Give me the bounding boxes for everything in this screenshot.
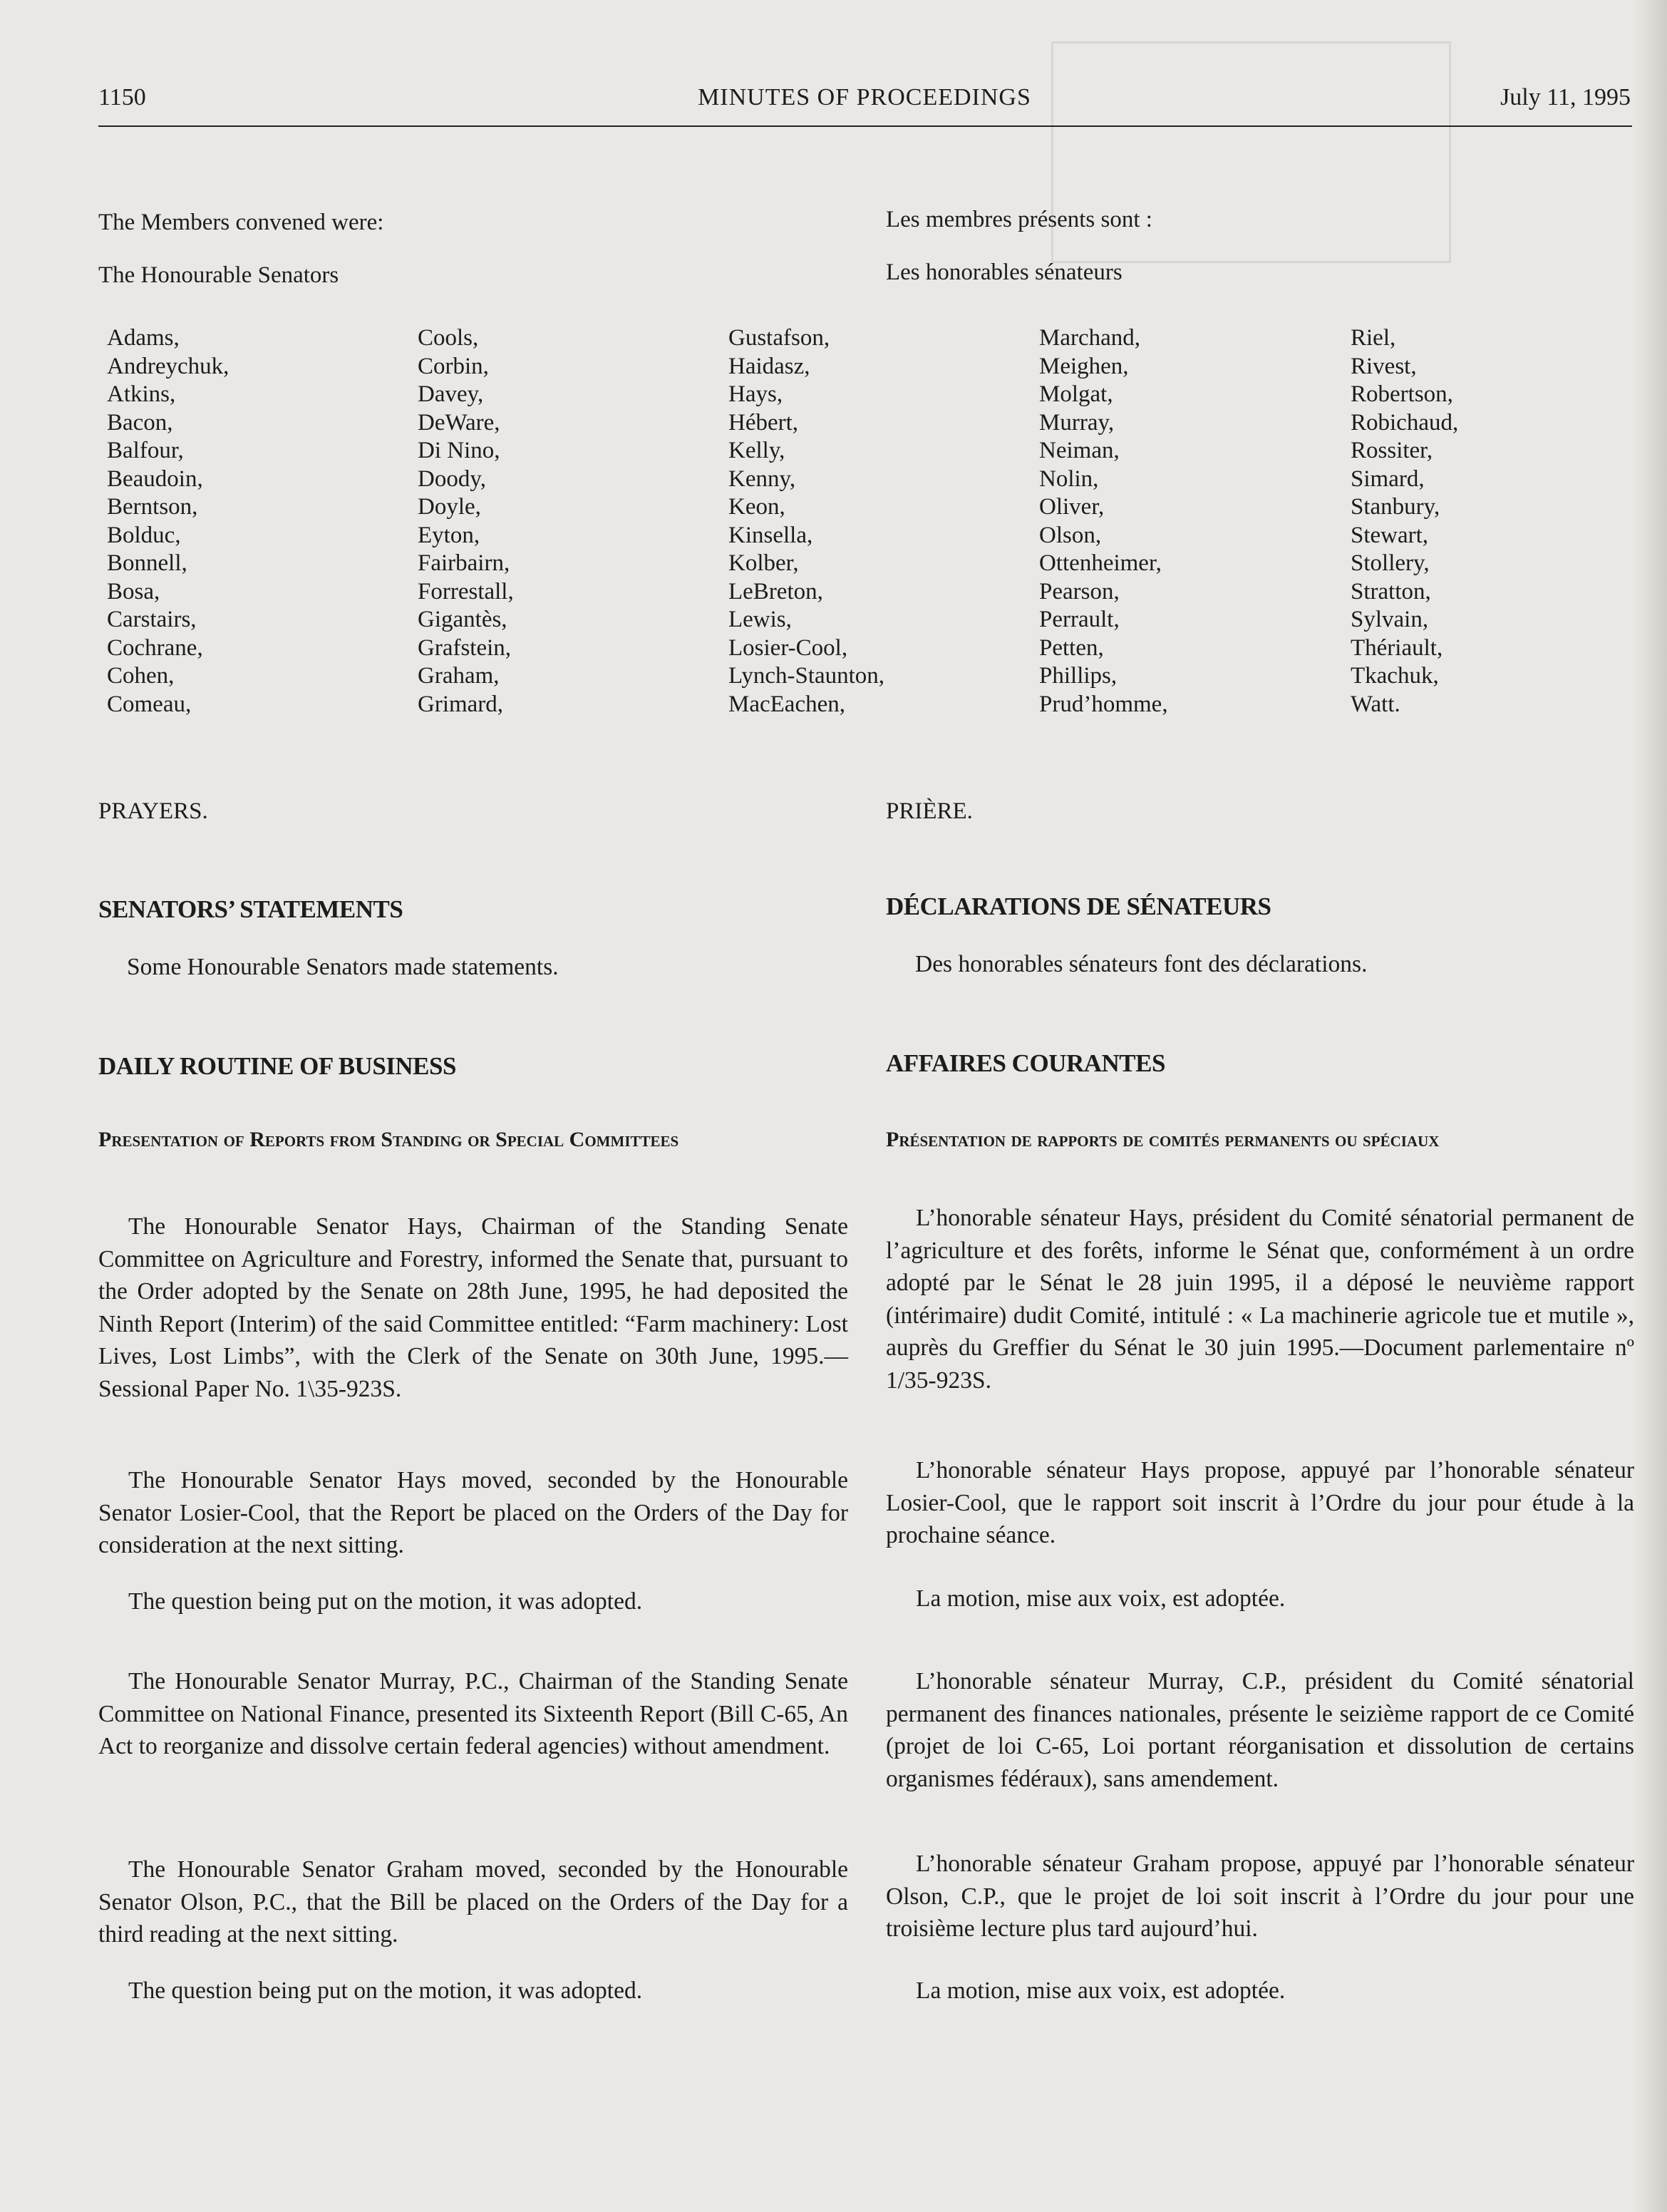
report-paragraph-en: The Honourable Senator Hays, Chairman of the Standing Senate Committee on Agriculture and Forestry, informed the Senate that, pursuant to the Order adopted by the Senate on 28th June, 1995, he had deposited the Ninth Report (Interim) of the said Committee entitled: “Farm machinery: Lost Lives, Lost Limbs”, with the Clerk of the Senate on 30th June, 1995.—Sessional Paper No. 1\35-923S. xyxy=(98,1213,848,1402)
senator-list-column-5 xyxy=(1351,324,1458,719)
senator-name: Lewis, xyxy=(728,607,792,632)
senator-name: Rivest, xyxy=(1351,353,1417,379)
senators-label-en: The Honourable Senators xyxy=(98,262,339,288)
senator-name: Prud’homme, xyxy=(1039,691,1168,717)
senator-name: Cohen, xyxy=(107,663,175,689)
senator-name: Cochrane, xyxy=(107,634,203,661)
senator-name: Perrault, xyxy=(1039,607,1120,632)
header-title: MINUTES OF PROCEEDINGS xyxy=(698,84,1031,110)
senator-name: Cools, xyxy=(418,325,479,351)
adopted-paragraph-en: The question being put on the motion, it was adopted. xyxy=(128,1588,643,1615)
statements-heading-en: SENATORS’ STATEMENTS xyxy=(98,895,403,923)
senator-name: Grafstein, xyxy=(418,634,512,661)
senator-name: Thériault, xyxy=(1351,634,1443,661)
senator-name: Grimard, xyxy=(418,691,504,717)
senator-name: Oliver, xyxy=(1039,494,1105,520)
senator-name: Molgat, xyxy=(1039,381,1113,407)
senator-name: Doyle, xyxy=(418,494,481,520)
senator-name: Olson, xyxy=(1039,522,1102,548)
routine-heading-fr: AFFAIRES COURANTES xyxy=(886,1049,1165,1077)
senator-name: Simard, xyxy=(1351,465,1425,492)
senator-name: Beaudoin, xyxy=(107,465,203,492)
motion-paragraph-en: The Honourable Senator Hays moved, seconded by the Honourable Senator Losier-Cool, that the Report be placed on the Orders of the Day for consideration at the next sitting. xyxy=(98,1467,848,1558)
statements-text-fr: Des honorables sénateurs font des déclarations. xyxy=(915,951,1368,977)
senator-name: Kinsella, xyxy=(728,522,813,548)
adopted-paragraph-2-en: The question being put on the motion, it was adopted. xyxy=(128,1977,643,2004)
senator-name: Nolin, xyxy=(1039,465,1099,492)
senator-name: Phillips, xyxy=(1039,663,1118,689)
senator-name: Tkachuk, xyxy=(1351,663,1439,689)
senator-name: Fairbairn, xyxy=(418,550,510,576)
report-paragraph-fr: L’honorable sénateur Hays, président du Comité sénatorial permanent de l’agriculture et des forêts, informe le Sénat que, conformément à un ordre adopté par le Sénat le 28 juin 1995, il a déposé le neuvième rapport (intérimaire) dudit Comité, intitulé : « La machinerie agricole tue et mutile », auprès du Greffier du Sénat le 30 juin 1995.—Document parlementaire nº 1/35-923S. xyxy=(886,1205,1634,1394)
senator-name: Hébert, xyxy=(728,409,799,436)
third-reading-motion-en: The Honourable Senator Graham moved, seconded by the Honourable Senator Olson, P.C., that the Bill be placed on the Orders of the Day for a third reading at the next sitting. xyxy=(98,1856,848,1948)
senator-name: Bosa, xyxy=(107,578,160,605)
senator-name: Stollery, xyxy=(1351,550,1430,576)
senator-name: Murray, xyxy=(1039,409,1115,436)
senator-name: Losier-Cool, xyxy=(728,634,848,661)
header-rule xyxy=(98,125,1632,127)
senator-name: MacEachen, xyxy=(728,691,845,717)
senator-name: Haidasz, xyxy=(728,353,810,379)
senator-name: Balfour, xyxy=(107,438,184,463)
senator-name: Bonnell, xyxy=(107,550,187,576)
senator-name: Watt. xyxy=(1351,691,1400,717)
senator-name: Keon, xyxy=(728,494,785,520)
senator-list-column-3 xyxy=(728,324,884,719)
senator-name: Bolduc, xyxy=(107,522,181,548)
senator-name: Bacon, xyxy=(107,409,173,436)
senator-name: Gustafson, xyxy=(728,325,830,351)
adopted-paragraph-2-fr: La motion, mise aux voix, est adoptée. xyxy=(916,1977,1286,2004)
statements-text-en: Some Honourable Senators made statements. xyxy=(127,954,559,980)
senator-name: Pearson, xyxy=(1039,578,1120,605)
senator-name: Carstairs, xyxy=(107,607,197,632)
senator-name: Stewart, xyxy=(1351,522,1429,548)
adopted-paragraph-fr: La motion, mise aux voix, est adoptée. xyxy=(916,1585,1286,1612)
reports-subheading-fr: Présentation de rapports de comités permanents ou spéciaux xyxy=(886,1128,1440,1151)
senator-name: Marchand, xyxy=(1039,325,1141,351)
prayers-en: PRAYERS. xyxy=(98,798,208,824)
senator-list-column-2 xyxy=(418,324,514,719)
senator-name: Rossiter, xyxy=(1351,438,1433,463)
senator-name: Adams, xyxy=(107,325,180,351)
senator-list-column-4 xyxy=(1039,324,1168,719)
members-convened-en: The Members convened were: xyxy=(98,210,384,235)
senator-name: Kelly, xyxy=(728,438,785,463)
senator-name: Atkins, xyxy=(107,381,176,407)
members-convened-fr: Les membres présents sont : xyxy=(886,207,1152,232)
page-spine-shadow xyxy=(1634,0,1667,2212)
prayers-fr: PRIÈRE. xyxy=(886,798,973,824)
third-reading-motion-fr: L’honorable sénateur Graham propose, appuyé par l’honorable sénateur Olson, C.P., que le projet de loi soit inscrit à l’Ordre du jour pour une troisième lecture plus tard aujourd’hui. xyxy=(886,1851,1634,1942)
senator-name: Graham, xyxy=(418,663,500,689)
senator-name: Kenny, xyxy=(728,465,796,492)
finance-report-paragraph-en: The Honourable Senator Murray, P.C., Chairman of the Standing Senate Committee on National Finance, presented its Sixteenth Report (Bill C-65, An Act to reorganize and dissolve certain federal agencies) without amendment. xyxy=(98,1668,848,1759)
senator-name: Neiman, xyxy=(1039,438,1120,463)
senator-name: Kolber, xyxy=(728,550,799,576)
running-header xyxy=(98,84,1631,127)
statements-heading-fr: DÉCLARATIONS DE SÉNATEURS xyxy=(886,892,1271,920)
senator-name: Hays, xyxy=(728,381,783,407)
senator-name: Stanbury, xyxy=(1351,494,1440,520)
header-date: July 11, 1995 xyxy=(1500,84,1631,110)
senator-name: Doody, xyxy=(418,465,486,492)
senator-name: Eyton, xyxy=(418,522,480,548)
routine-heading-en: DAILY ROUTINE OF BUSINESS xyxy=(98,1052,456,1080)
page-number: 1150 xyxy=(98,84,146,110)
motion-paragraph-fr: L’honorable sénateur Hays propose, appuyé par l’honorable sénateur Losier-Cool, que le rapport soit inscrit à l’Ordre du jour pour étude à la prochaine séance. xyxy=(886,1457,1634,1548)
senator-name: LeBreton, xyxy=(728,578,823,605)
senator-name: Meighen, xyxy=(1039,353,1129,379)
senator-name: Di Nino, xyxy=(418,438,500,463)
senator-name: Corbin, xyxy=(418,353,489,379)
senator-list-column-1 xyxy=(107,324,229,719)
senator-name: Comeau, xyxy=(107,691,192,717)
senator-name: DeWare, xyxy=(418,409,500,436)
senator-name: Stratton, xyxy=(1351,578,1431,605)
senator-name: Riel, xyxy=(1351,325,1396,351)
senator-name: Forrestall, xyxy=(418,578,514,605)
senator-name: Robichaud, xyxy=(1351,409,1459,436)
finance-report-paragraph-fr: L’honorable sénateur Murray, C.P., président du Comité sénatorial permanent des finances nationales, présente le seizième rapport de ce Comité (projet de loi C-65, Loi portant réorganisation et dissolution de certains organismes fédéraux), sans amendement. xyxy=(886,1668,1634,1792)
senator-name: Robertson, xyxy=(1351,381,1453,407)
senator-name: Petten, xyxy=(1039,634,1104,661)
senators-label-fr: Les honorables sénateurs xyxy=(886,259,1122,285)
senator-name: Davey, xyxy=(418,381,484,407)
senator-name: Sylvain, xyxy=(1351,607,1429,632)
senator-name: Gigantès, xyxy=(418,607,507,632)
senator-name: Andreychuk, xyxy=(107,353,229,379)
senator-name: Ottenheimer, xyxy=(1039,550,1162,576)
senator-name: Berntson, xyxy=(107,494,198,520)
reports-subheading-en: Presentation of Reports from Standing or Special Committees xyxy=(98,1128,679,1151)
senator-name: Lynch-Staunton, xyxy=(728,663,885,689)
